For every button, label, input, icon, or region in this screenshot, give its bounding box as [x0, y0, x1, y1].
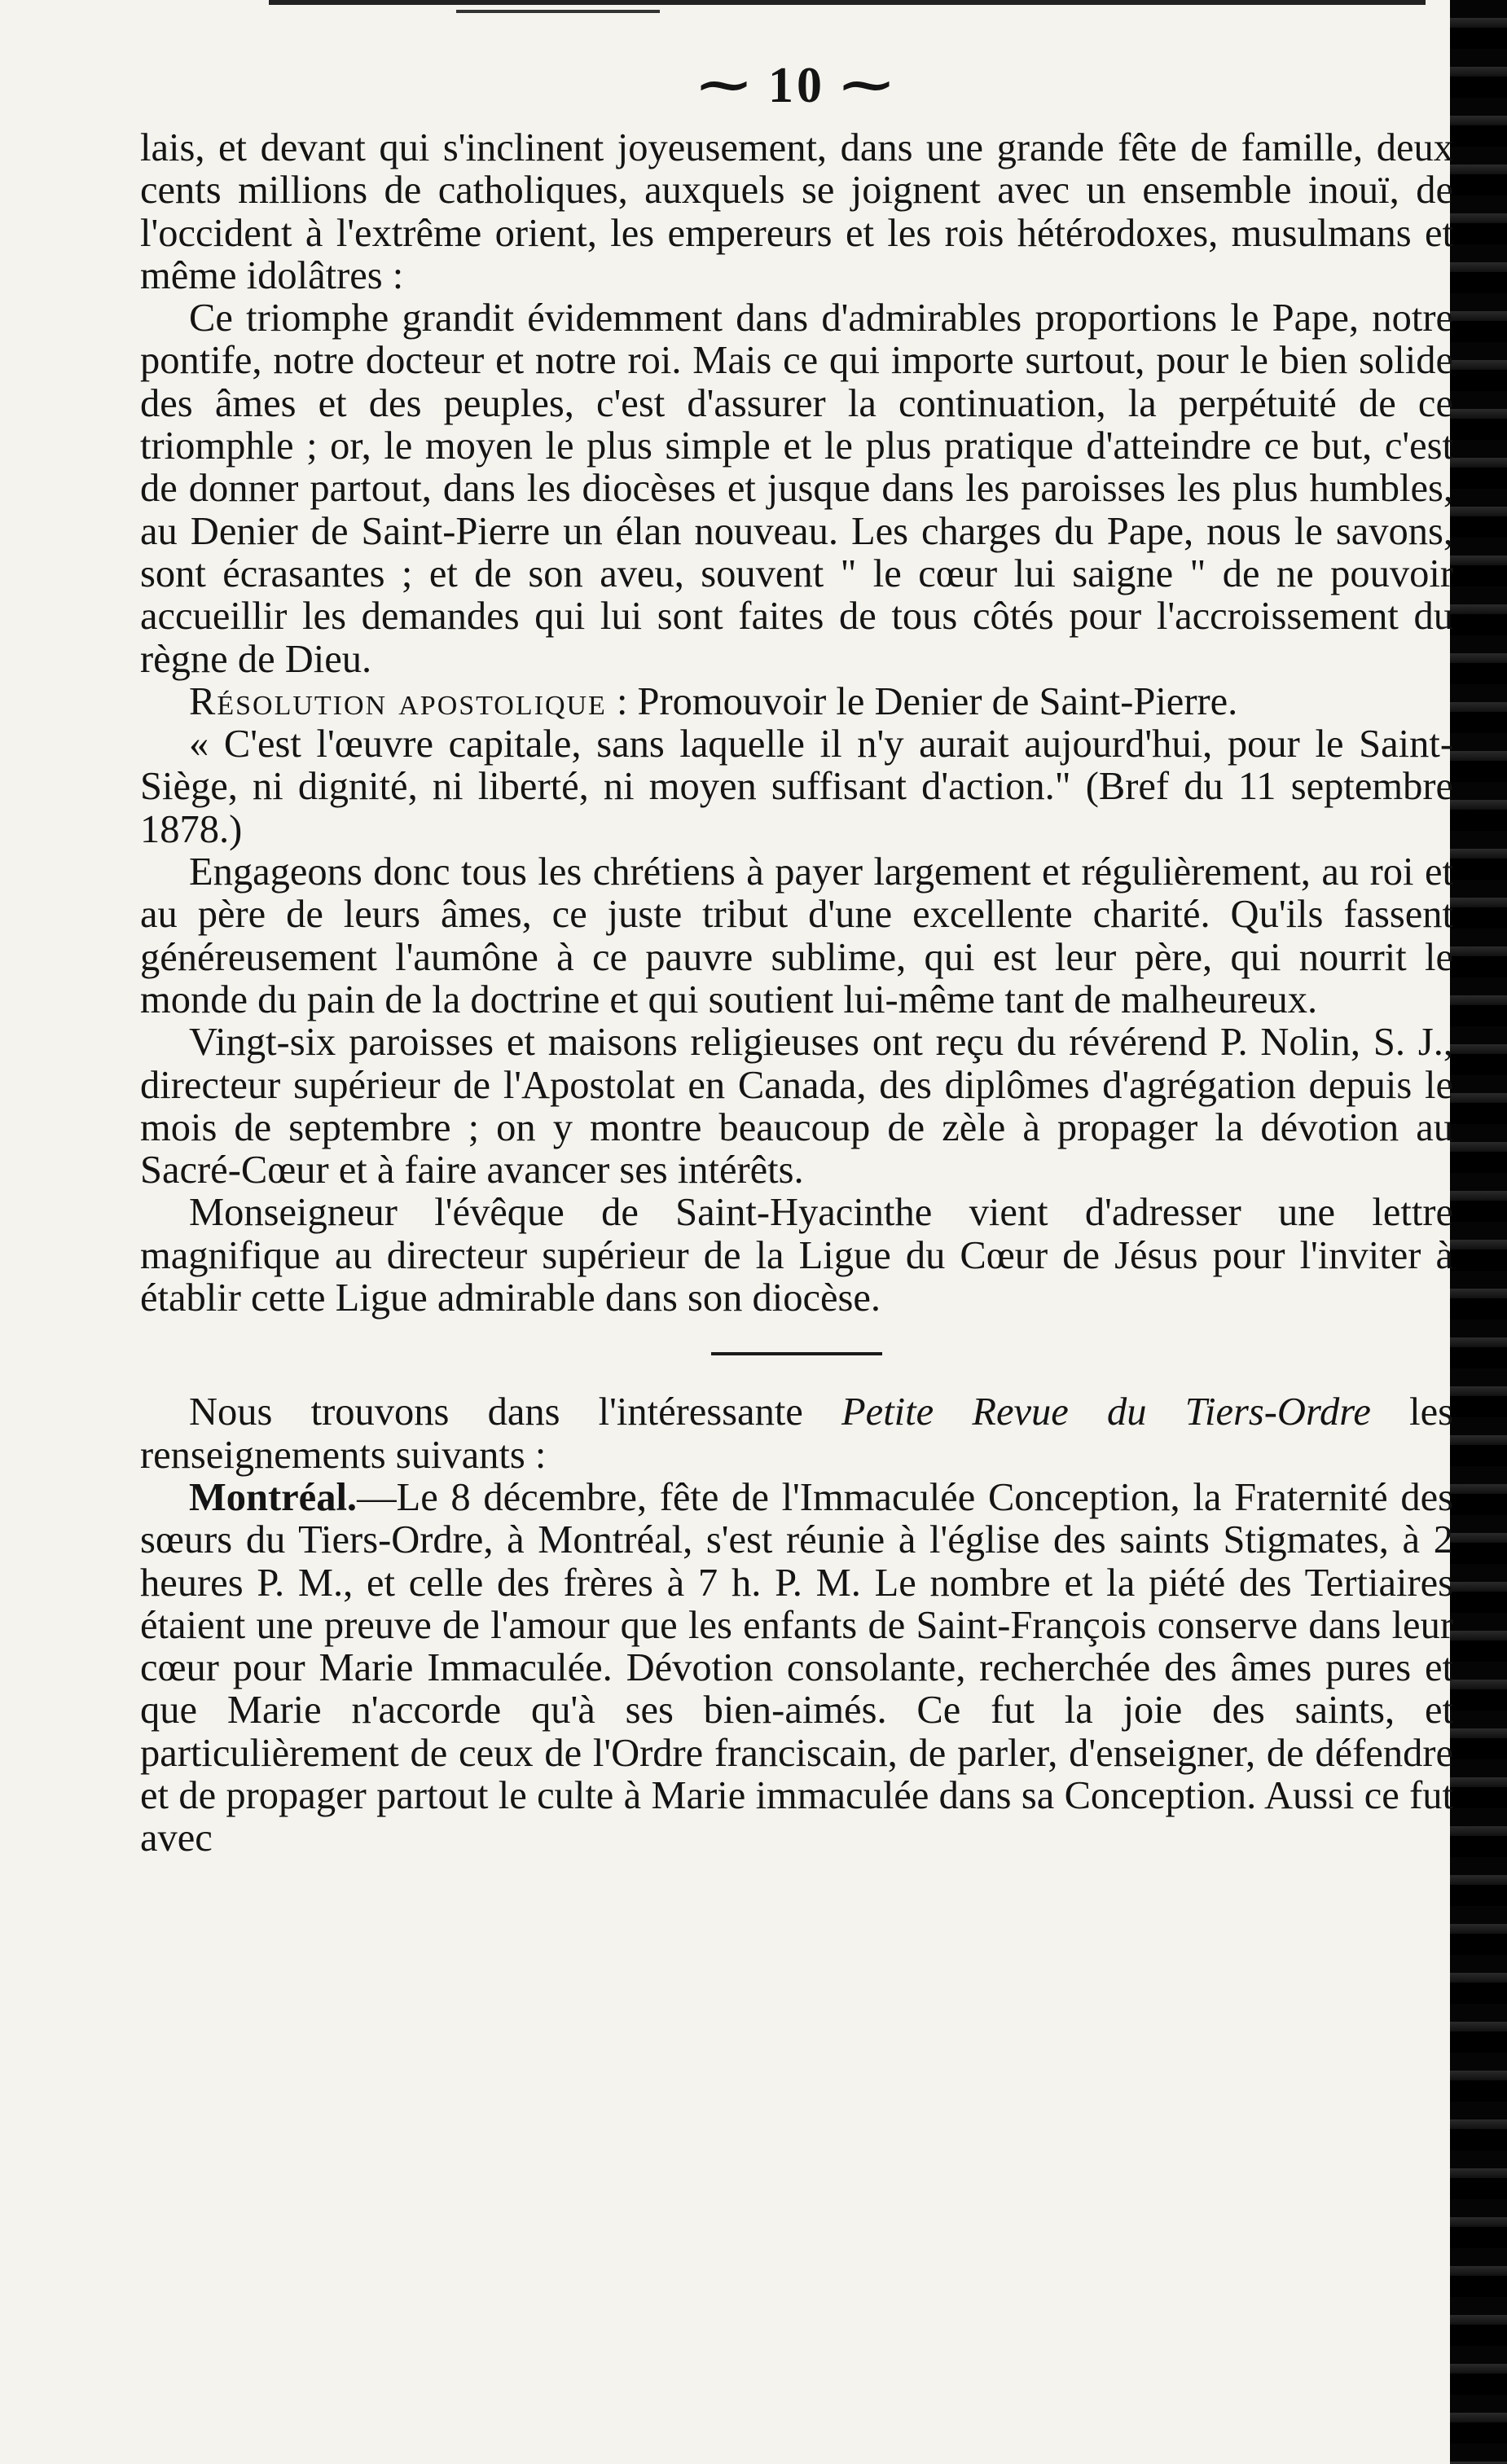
- paragraph-engageons: Engageons donc tous les chrétiens à payer largement et régulièrement, au roi et au père de leurs âmes, ce juste tribut d'une excellente charité. Qu'ils fassent généreusement l'aumône à ce pauvre sublime, qui est leur père, qui nourrit le monde du pain de la doctrine et qui soutient lui-même tant de malheureux.: [140, 850, 1453, 1021]
- section-divider: [711, 1352, 882, 1355]
- page-number-ornament-left: ⁓: [698, 58, 768, 113]
- document-page: [140, 49, 1453, 2435]
- paragraph-quote-bref: « C'est l'œuvre capitale, sans laquelle il n'y aurait aujourd'hui, pour le Saint-Siège, ni dignité, ni liberté, ni moyen suffisant d'action." (Bref du 11 septembre 1878.): [140, 723, 1453, 851]
- paragraph-saint-hyacinthe: Monseigneur l'évêque de Saint-Hyacinthe vient d'adresser une lettre magnifique au directeur supérieur de la Ligue du Cœur de Jésus pour l'inviter à établir cette Ligue admirable dans son diocèse.: [140, 1191, 1453, 1320]
- top-border-rule-secondary: [456, 10, 660, 13]
- top-border-rule: [269, 0, 1426, 5]
- resolution-label: Résolution apostolique: [189, 679, 607, 723]
- paragraph-continuation: lais, et devant qui s'inclinent joyeusement, dans une grande fête de famille, deux cents millions de catholiques, auxquels se joignent avec un ensemble inouï, de l'occident à l'extrême orient, les empereurs et les rois hétérodoxes, musulmans et même idolâtres :: [140, 126, 1453, 297]
- intro-text-end: les renseignements suivants :: [140, 1390, 1453, 1477]
- paragraph-vingt-six: Vingt-six paroisses et maisons religieuses ont reçu du révérend P. Nolin, S. J., directeur supérieur de l'Apostolat en Canada, des diplômes d'agrégation depuis le mois de septembre ; on y montre beaucoup de zèle à propager la dévotion au Sacré-Cœur et à faire avancer ses intérêts.: [140, 1021, 1453, 1192]
- body-text: [140, 127, 1453, 1860]
- paragraph-triomphe: Ce triomphe grandit évidemment dans d'admirables proportions le Pape, notre pontife, notre docteur et notre roi. Mais ce qui importe surtout, pour le bien solide des âmes et des peuples, c'est d'assurer la continuation, la perpétuité de ce triomphle ; or, le moyen le plus simple et le plus pratique d'atteindre ce but, c'est de donner partout, dans les diocèses et jusque dans les paroisses les plus humbles, au Denier de Saint-Pierre un élan nouveau. Les charges du Pape, nous le savons, sont écrasantes ; et de son aveu, souvent " le cœur lui saigne " de ne pouvoir accueillir les demandes qui lui sont faites de tous côtés pour l'accroissement du règne de Dieu.: [140, 296, 1453, 681]
- paragraph-resolution: [140, 681, 1453, 723]
- resolution-text: : Promouvoir le Denier de Saint-Pierre.: [606, 679, 1238, 723]
- scan-right-edge: [1450, 0, 1507, 2464]
- paragraph-tiers-ordre-intro: [140, 1391, 1453, 1477]
- intro-text: Nous trouvons dans l'intéressante: [189, 1390, 842, 1434]
- paragraph-montreal: [140, 1477, 1453, 1860]
- place-heading-montreal: Montréal.: [189, 1475, 358, 1519]
- page-number: [140, 49, 1453, 122]
- page-number-ornament-right: ⁓: [825, 58, 895, 113]
- publication-title: Petite Revue du Tiers-Ordre: [841, 1390, 1371, 1434]
- montreal-text: —Le 8 décembre, fête de l'Immaculée Conception, la Fraternité des sœurs du Tiers-Ordre, à Montréal, s'est réunie à l'église des saints Stigmates, à 2 heures P. M., et celle des frères à 7 h. P. M. Le nombre et la piété des Tertiaires étaient une preuve de l'amour que les enfants de Saint-François conserve dans leur cœur pour Marie Immaculée. Dévotion consolante, recherchée des âmes pures et que Marie n'accorde qu'à ses bien-aimés. Ce fut la joie des saints, et particulièrement de ceux de l'Ordre franciscain, de parler, d'enseigner, de défendre et de propager partout le culte à Marie immaculée dans sa Conception. Aussi ce fut avec: [140, 1475, 1453, 1860]
- page-number-value: 10: [768, 58, 825, 113]
